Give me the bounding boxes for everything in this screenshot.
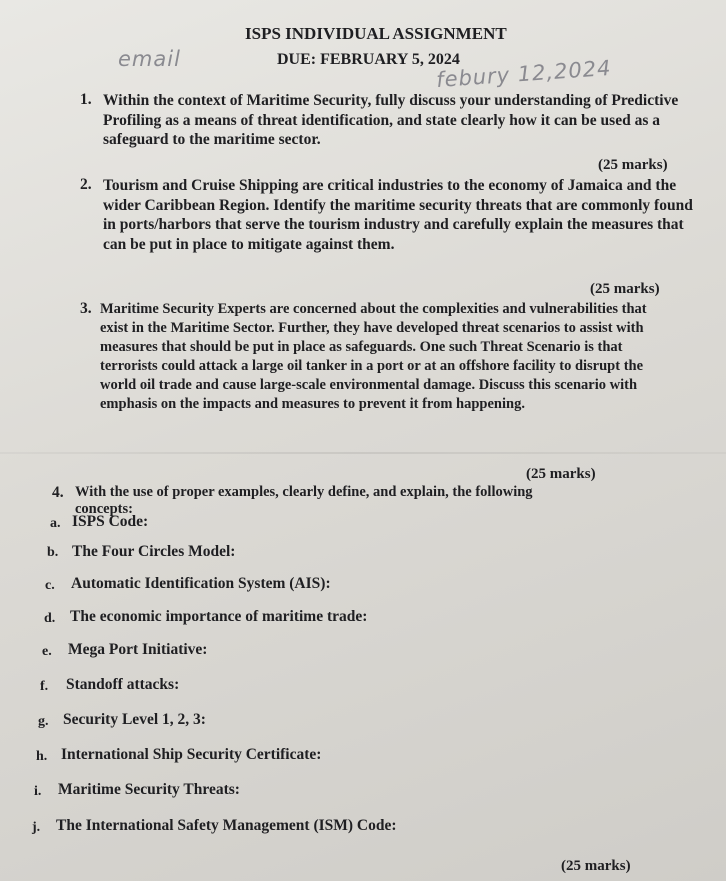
- page-title: ISPS INDIVIDUAL ASSIGNMENT: [245, 24, 507, 43]
- item-f-letter: f.: [40, 679, 49, 694]
- due-date: DUE: FEBRUARY 5, 2024: [277, 51, 460, 68]
- item-i-text: Maritime Security Threats:: [58, 781, 240, 798]
- item-d-text: The economic importance of maritime trade:: [70, 608, 368, 625]
- question-1-number: 1.: [80, 91, 92, 108]
- handwritten-note-right: febury 12,2024: [435, 55, 613, 93]
- item-b-text: The Four Circles Model:: [72, 543, 236, 560]
- item-e-text: Mega Port Initiative:: [68, 641, 208, 658]
- handwritten-note-left: email: [118, 47, 181, 71]
- item-c-text: Automatic Identification System (AIS):: [71, 575, 331, 592]
- question-3-number: 3.: [80, 300, 92, 317]
- question-4-text-cont: concepts:: [75, 501, 133, 517]
- item-c-letter: c.: [45, 578, 55, 593]
- paper-fold: [0, 452, 726, 454]
- question-3-text: Maritime Security Experts are concerned about the complexities and vulnerabilities that exist in the Maritime Sector. Further, they have developed threat scenarios to assist with measures that should be put in place as safeguards. One such Threat Scenario is that terrorists could attack a large oil tanker in a port or at an offshore facility to disrupt the world oil trade and cause large-scale environmental damage. Discuss this scenario with emphasis on the impacts and measures to prevent it from happening.: [100, 301, 647, 412]
- question-4-text: With the use of proper examples, clearly define, and explain, the following: [75, 484, 533, 500]
- question-1-text: Within the context of Maritime Security, fully discuss your understanding of Predictive Profiling as a means of threat identification, and state clearly how it can be used as a safeguard to the maritime sector.: [103, 92, 679, 148]
- question-1-marks: (25 marks): [598, 157, 668, 173]
- question-2-marks: (25 marks): [590, 281, 660, 297]
- question-4-number: 4.: [52, 484, 64, 501]
- item-j-letter: j.: [32, 820, 41, 835]
- item-i-letter: i.: [34, 784, 42, 799]
- item-h-letter: h.: [36, 749, 48, 764]
- item-h-text: International Ship Security Certificate:: [61, 746, 322, 763]
- item-g-text: Security Level 1, 2, 3:: [63, 711, 206, 728]
- item-a-text: ISPS Code:: [72, 513, 149, 530]
- item-b-letter: b.: [47, 545, 59, 560]
- question-3-marks: (25 marks): [526, 466, 596, 482]
- question-2-text: Tourism and Cruise Shipping are critical industries to the economy of Jamaica and the wider Caribbean Region. Identify the maritime security threats that are commonly found in ports/harbors that serve the tourism industry and carefully explain the measures that can be put in place to mitigate against them.: [103, 177, 693, 253]
- question-2-number: 2.: [80, 176, 92, 193]
- question-4-marks: (25 marks): [561, 858, 631, 874]
- item-a-letter: a.: [50, 516, 61, 531]
- item-j-text: The International Safety Management (ISM) Code:: [56, 817, 397, 834]
- item-e-letter: e.: [42, 644, 52, 659]
- item-d-letter: d.: [44, 611, 56, 626]
- item-g-letter: g.: [38, 714, 49, 729]
- item-f-text: Standoff attacks:: [66, 676, 180, 693]
